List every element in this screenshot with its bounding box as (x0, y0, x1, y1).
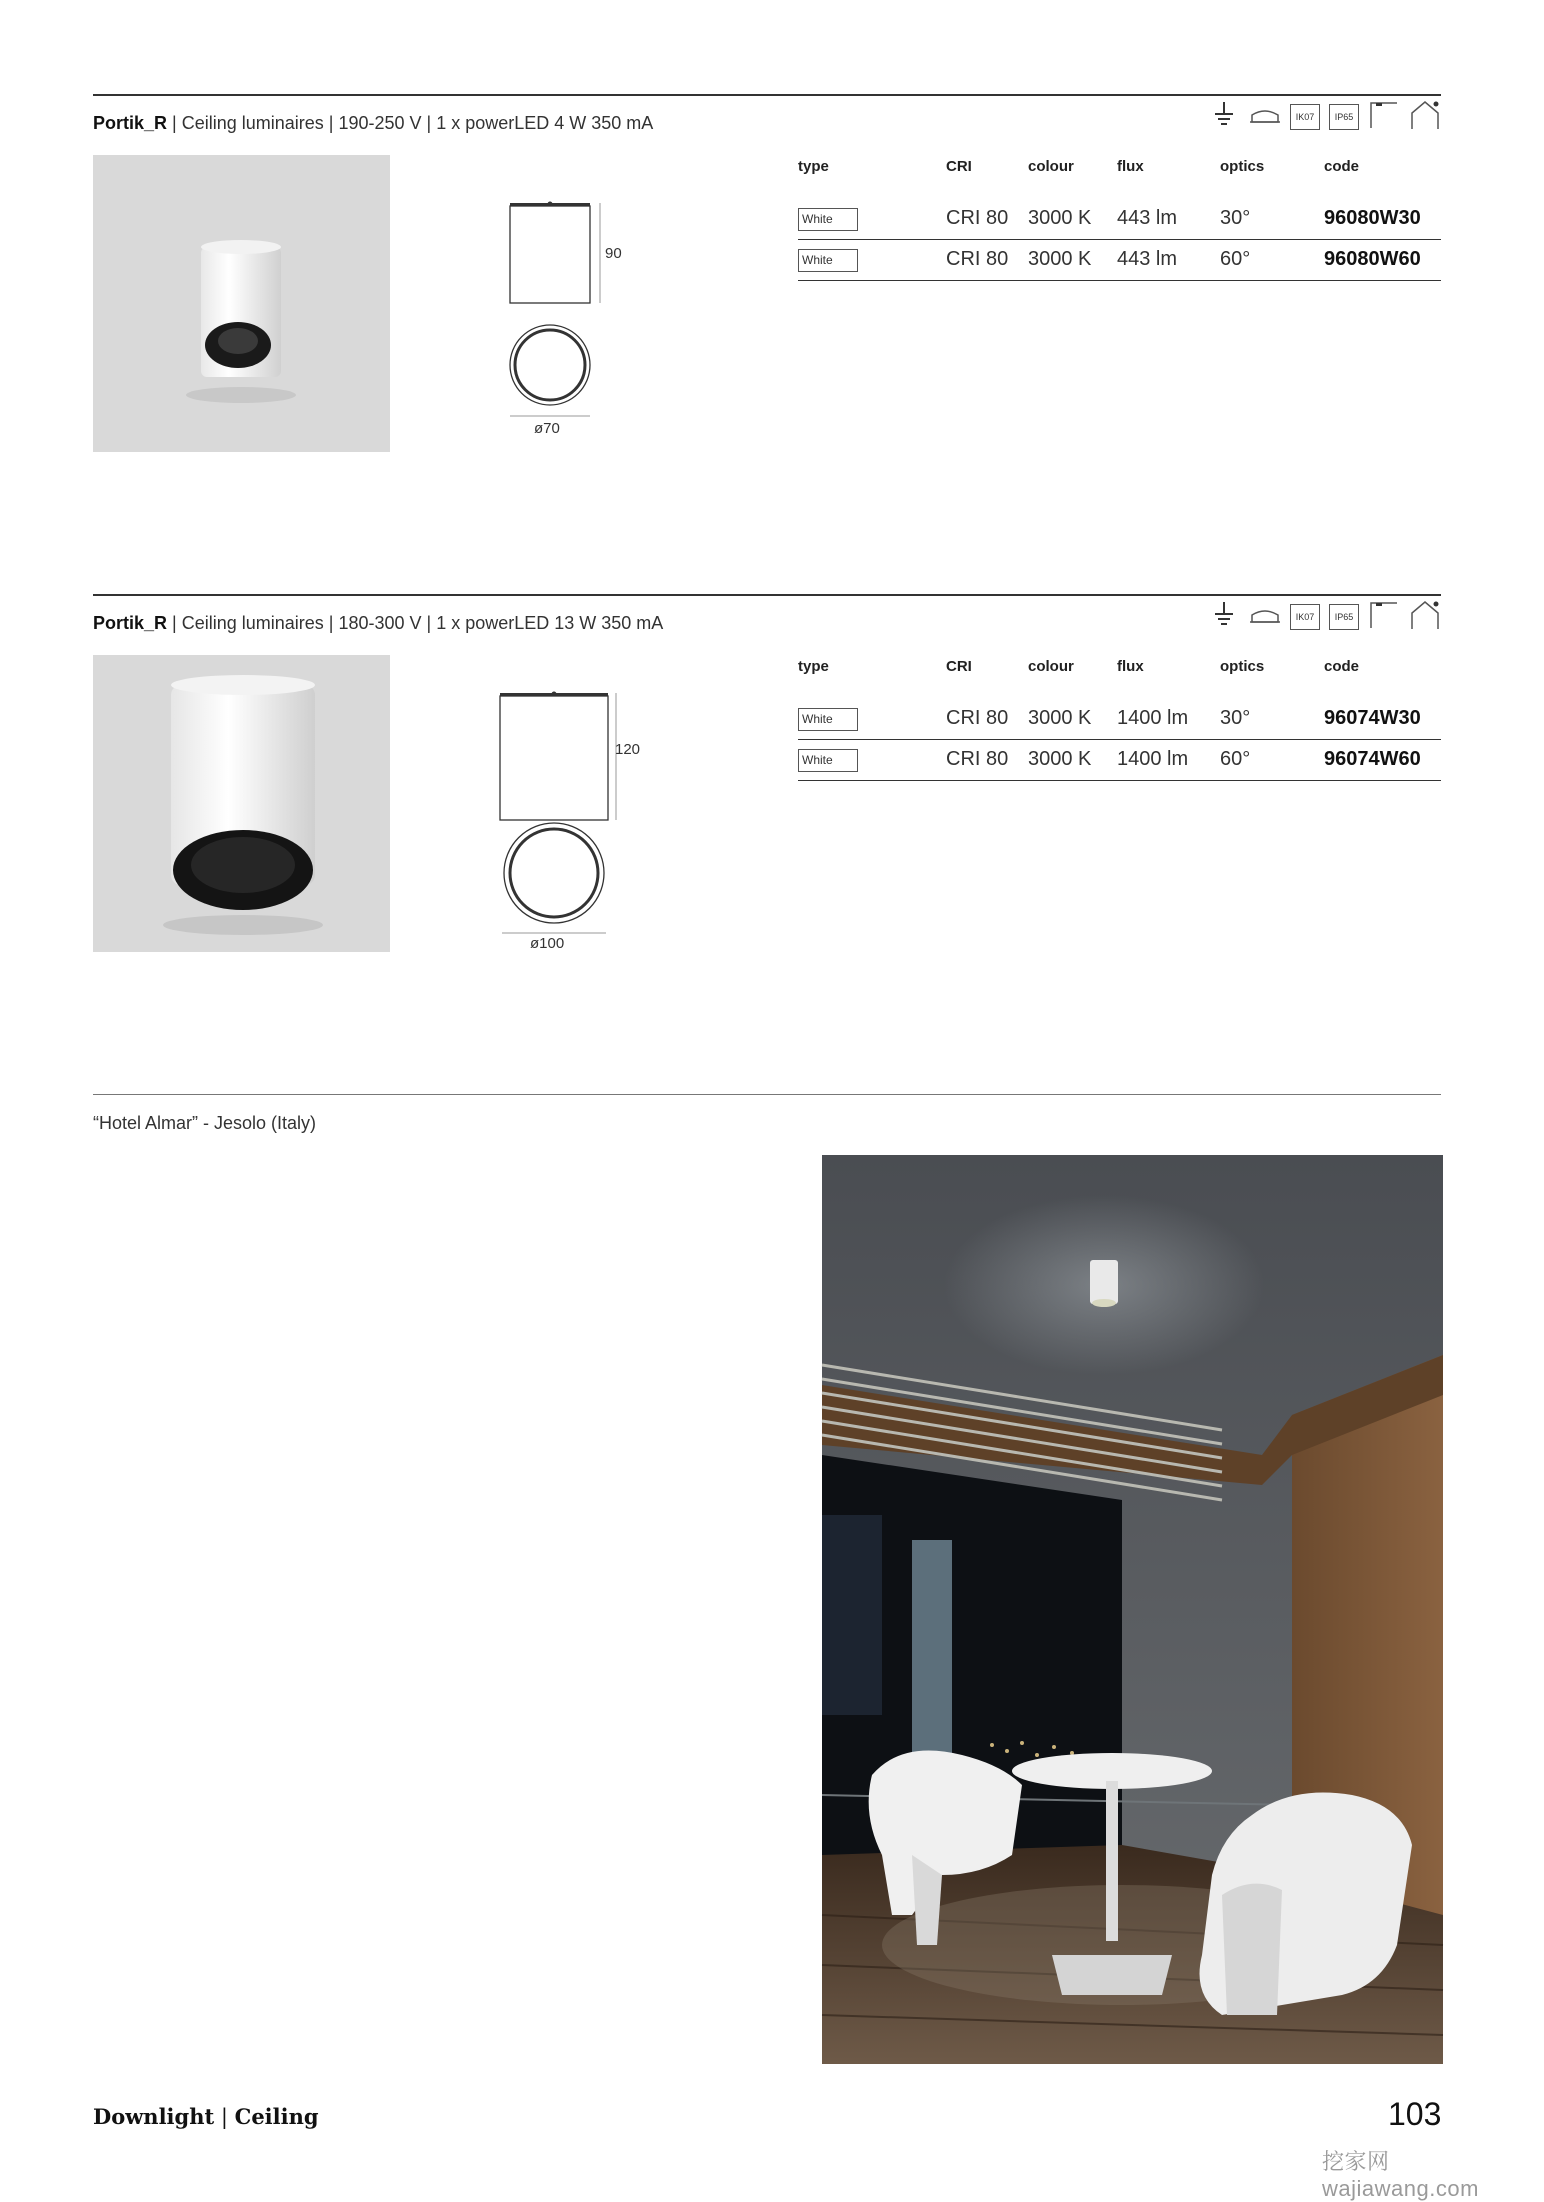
product-header-1 (93, 113, 653, 134)
flux-cell: 1400 lm (1117, 698, 1220, 739)
icon-strip-2 (1208, 600, 1441, 630)
col-optics: optics (1220, 658, 1265, 675)
col-cri: CRI (946, 158, 972, 175)
ip65-icon: IP65 (1329, 104, 1359, 130)
cri-cell: CRI 80 (946, 698, 1028, 739)
colour-cell: 3000 K (1028, 239, 1117, 280)
col-flux: flux (1117, 658, 1144, 675)
col-type: type (798, 658, 829, 675)
indoor-icon (1409, 600, 1441, 630)
surface-mount-icon (1249, 100, 1281, 130)
product-specs: | Ceiling luminaires | 190-250 V | 1 x powerLED 4 W 350 mA (167, 113, 654, 133)
table-header-row (798, 158, 1441, 198)
col-flux: flux (1117, 158, 1144, 175)
icon-strip-1 (1208, 100, 1441, 130)
type-swatch: White (798, 708, 858, 731)
product-photo-1 (93, 155, 390, 452)
colour-cell: 3000 K (1028, 198, 1117, 239)
col-type: type (798, 158, 829, 175)
indoor-icon (1409, 100, 1441, 130)
watermark: 挖家网 wajiawang.com (1322, 2149, 1479, 2201)
optics-cell: 60° (1220, 739, 1324, 780)
flux-cell: 443 lm (1117, 198, 1220, 239)
application-photo (822, 1155, 1443, 2064)
col-code: code (1324, 658, 1360, 675)
dimension-drawing-2 (490, 685, 660, 955)
footer-section-name: Downlight (93, 2104, 215, 2129)
product-header-2 (93, 613, 663, 634)
code-cell: 96074W30 (1324, 698, 1441, 739)
colour-cell: 3000 K (1028, 698, 1117, 739)
section-rule-3 (93, 1094, 1441, 1095)
spec-table-1 (798, 158, 1441, 281)
earth-icon (1208, 100, 1240, 130)
col-optics: optics (1220, 158, 1265, 175)
earth-icon (1208, 600, 1240, 630)
colour-cell: 3000 K (1028, 739, 1117, 780)
product-name: Portik_R (93, 613, 168, 633)
footer-subsection-name: Ceiling (234, 2104, 319, 2129)
spec-table-2 (798, 658, 1441, 781)
optics-cell: 30° (1220, 198, 1324, 239)
cri-cell: CRI 80 (946, 239, 1028, 280)
table-row (798, 739, 1441, 780)
product-name: Portik_R (93, 113, 168, 133)
type-swatch: White (798, 208, 858, 231)
col-code: code (1324, 158, 1360, 175)
diameter-dimension: ø70 (534, 420, 560, 437)
code-cell: 96080W60 (1324, 239, 1441, 280)
code-cell: 96074W60 (1324, 739, 1441, 780)
ceiling-icon (1368, 100, 1400, 130)
product-specs: | Ceiling luminaires | 180-300 V | 1 x powerLED 13 W 350 mA (167, 613, 664, 633)
code-cell: 96080W30 (1324, 198, 1441, 239)
type-swatch: White (798, 249, 858, 272)
flux-cell: 1400 lm (1117, 739, 1220, 780)
section-rule-2 (93, 594, 1441, 596)
table-row (798, 198, 1441, 239)
diameter-dimension: ø100 (530, 935, 565, 952)
ip65-icon: IP65 (1329, 604, 1359, 630)
table-header-row (798, 658, 1441, 698)
col-cri: CRI (946, 658, 972, 675)
ceiling-icon (1368, 600, 1400, 630)
height-dimension: 120 (615, 741, 641, 758)
footer-separator: | (214, 2105, 235, 2129)
section-rule-1 (93, 94, 1441, 96)
cri-cell: CRI 80 (946, 739, 1028, 780)
optics-cell: 30° (1220, 698, 1324, 739)
footer-section (93, 2104, 319, 2129)
table-row (798, 239, 1441, 280)
ik07-icon: IK07 (1290, 104, 1320, 130)
height-dimension: 90 (605, 245, 622, 262)
cri-cell: CRI 80 (946, 198, 1028, 239)
col-colour: colour (1028, 658, 1074, 675)
optics-cell: 60° (1220, 239, 1324, 280)
type-swatch: White (798, 749, 858, 772)
table-row (798, 698, 1441, 739)
photo-caption: “Hotel Almar” - Jesolo (Italy) (93, 1113, 317, 1133)
col-colour: colour (1028, 158, 1074, 175)
product-photo-2 (93, 655, 390, 952)
surface-mount-icon (1249, 600, 1281, 630)
dimension-drawing-1 (500, 195, 640, 445)
ik07-icon: IK07 (1290, 604, 1320, 630)
flux-cell: 443 lm (1117, 239, 1220, 280)
page-number: 103 (1388, 2096, 1442, 2132)
